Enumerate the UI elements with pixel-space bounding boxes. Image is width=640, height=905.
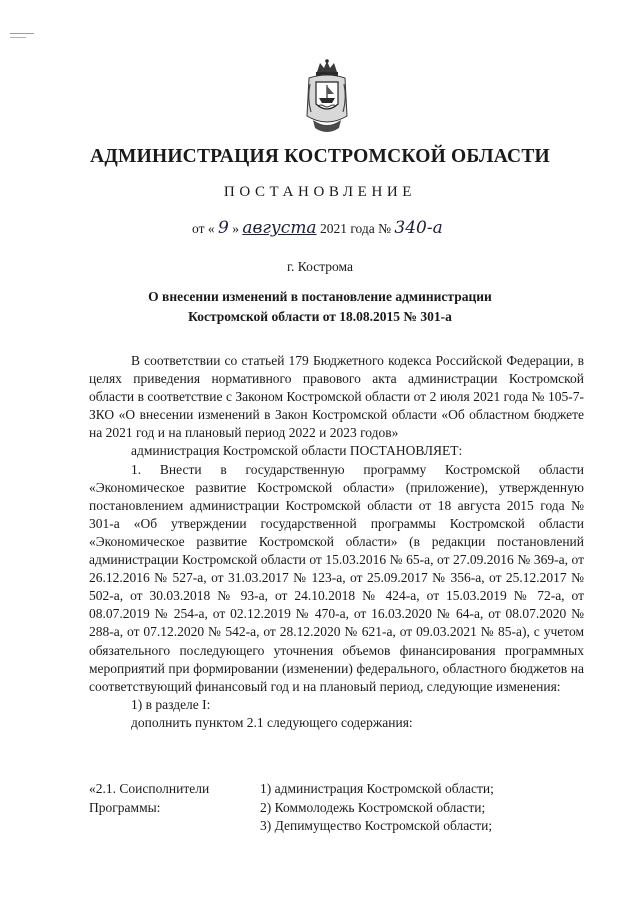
list-item: 1) администрация Костромской области;: [260, 781, 494, 796]
list-item: 2) Коммолодежь Костромской области;: [260, 799, 486, 815]
scan-mark: [10, 37, 26, 38]
handwritten-number: 340-а: [394, 218, 443, 238]
year-text: 2021 года №: [319, 221, 392, 236]
paragraph: 1) в разделе I:: [131, 696, 211, 712]
organization-title: АДМИНИСТРАЦИЯ КОСТРОМСКОЙ ОБЛАСТИ: [90, 146, 550, 167]
table-label: «2.1. Соисполнители: [89, 781, 210, 796]
paragraph: 1. Внести в государственную программу Костромской области «Экономическое развитие Костромской области» (приложение), утвержденную постановлением администрации Костромской области от 18 августа 2015 года № 301-а «Об утверждении государственной программы Костромской области «Экономическое развитие Костромской области» (в редакции постановлений администрации Костромской области от 15.03.2016 № 65-а, от 27.09.2016 № 369-а, от 26.12.2016 № 527-а, от 31.03.2017 № 123-а, от 25.09.2017 № 356-а, от 25.12.2017 № 502-а, от 30.03.2018 № 93-а, от 24.10.2018 № 424-а, от 15.03.2019 № 72-а, от 08.07.2019 № 254-а, от 02.12.2019 № 470-а, от 16.03.2020 № 64-а, от 08.07.2020 № 288-а, от 07.12.2020 № 542-а, от 28.12.2020 № 621-а, от 09.03.2021 № 85-а), с учетом обязательного последующего уточнения объемов финансирования программных мероприятий при формировании (изменении) федерального, областного бюджетов на соответствующий финансовый год и на плановый период, следующие изменения:: [89, 461, 584, 694]
document-body: [89, 352, 584, 732]
date-line: [192, 218, 443, 238]
list-item: 3) Депимущество Костромской области;: [260, 818, 493, 833]
city: г. Кострома: [287, 259, 353, 274]
subject-line: О внесении изменений в постановление администрации: [148, 289, 492, 304]
table-items-cell: [260, 780, 494, 836]
paragraph: дополнить пунктом 2.1 следующего содержания:: [131, 714, 413, 730]
table-label-cell: [89, 780, 249, 817]
handwritten-day: 9: [217, 218, 229, 238]
document-subject: [0, 287, 640, 327]
date-prefix: от «: [192, 221, 215, 236]
paragraph: администрация Костромской области ПОСТАНОВЛЯЕТ:: [131, 443, 463, 459]
subject-line: Костромской области от 18.08.2015 № 301-а: [188, 309, 452, 324]
table-label: Программы:: [89, 799, 161, 815]
handwritten-month: августа: [242, 218, 317, 238]
coat-of-arms-icon: [303, 58, 351, 138]
scan-mark: [10, 33, 34, 34]
date-mid: »: [232, 221, 239, 236]
document-type: ПОСТАНОВЛЕНИЕ: [223, 184, 417, 200]
paragraph: В соответствии со статьей 179 Бюджетного кодекса Российской Федерации, в целях приведения нормативного правового акта администрации Костромской области в соответствие с Законом Костромской области от 2 июля 2021 года № 105-7-ЗКО «О внесении изменений в Закон Костромской области «Об областном бюджете на 2021 год и на плановый период 2022 и 2023 годов»: [89, 353, 584, 441]
